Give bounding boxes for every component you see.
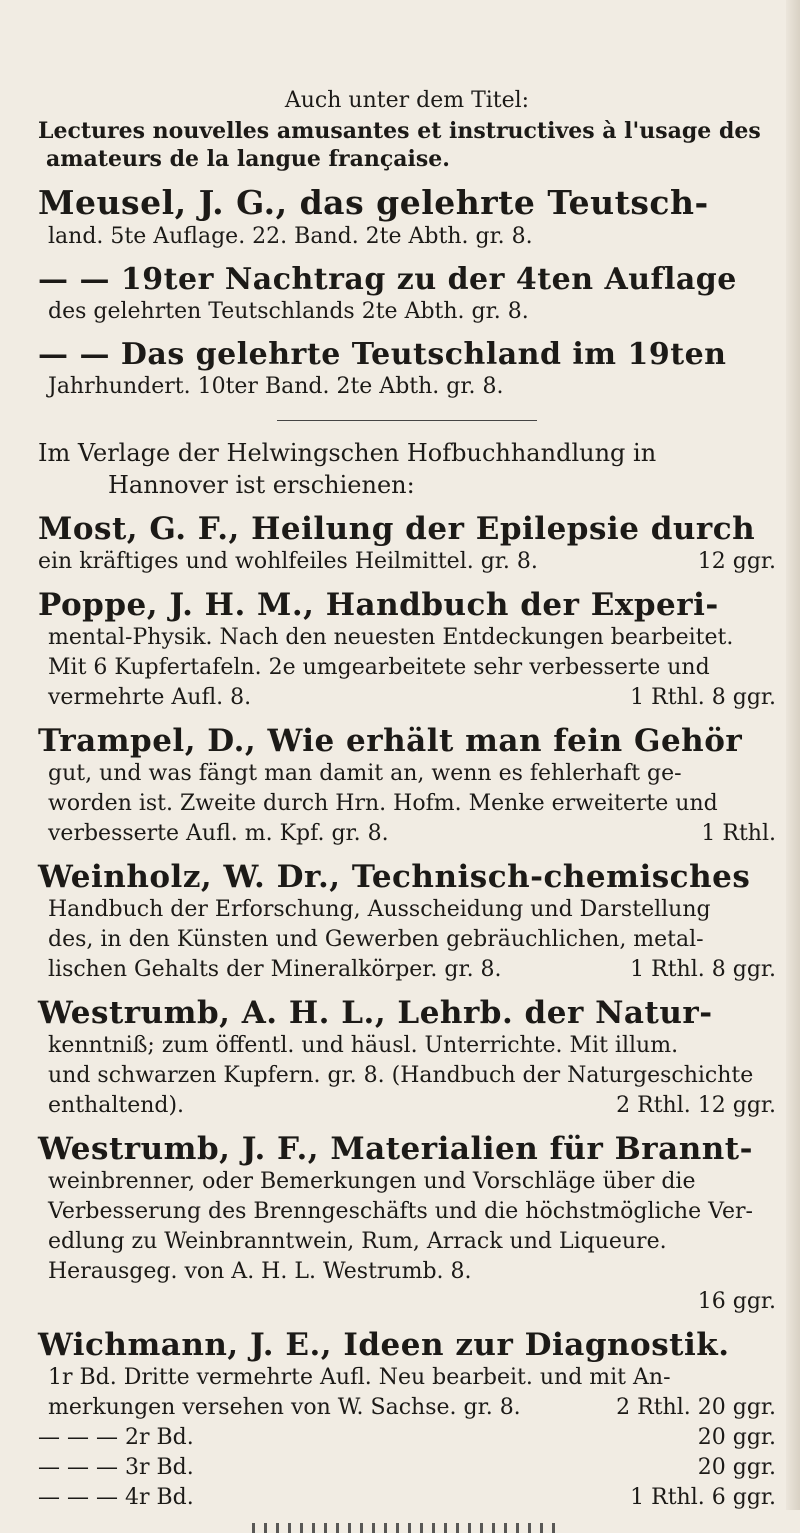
volume-label: — — — 2r Bd. <box>38 1425 194 1450</box>
book-head: Westrumb, A. H. L., Lehrb. der Natur- <box>38 995 713 1031</box>
book-text: edlung zu Weinbranntwein, Rum, Arrack und Liqueure. <box>48 1229 667 1254</box>
book-text: des, in den Künsten und Gewerben gebräuchlichen, metal- <box>48 927 704 952</box>
volume-line <box>38 1423 776 1453</box>
book-line <box>38 683 776 713</box>
book-text: und schwarzen Kupfern. gr. 8. (Handbuch der Naturgeschichte <box>48 1063 754 1088</box>
volume-price: 1 Rthl. 6 ggr. <box>630 1485 776 1510</box>
book-entry-wichmann <box>38 1327 776 1513</box>
book-entry-westrumb-lehrbuch <box>38 995 776 1121</box>
book-text: merkungen versehen von W. Sachse. gr. 8. <box>48 1395 521 1420</box>
book-text: 1r Bd. Dritte vermehrte Aufl. Neu bearbeit. und mit An- <box>48 1365 671 1390</box>
announcement-line-2: Hannover ist erschienen: <box>108 471 415 499</box>
book-text: Mit 6 Kupfertafeln. 2e umgearbeitete sehr verbesserte und <box>48 655 710 680</box>
book-text: worden ist. Zweite durch Hrn. Hofm. Menke erweiterte und <box>48 791 718 816</box>
book-line <box>38 955 776 985</box>
volume-line <box>38 1483 776 1513</box>
entry-head: — — 19ter Nachtrag zu der 4ten Auflage <box>38 262 737 297</box>
book-price: 2 Rthl. 12 ggr. <box>616 1093 776 1118</box>
book-text <box>38 1287 48 1317</box>
also-title: Auch unter dem Titel: <box>284 88 530 113</box>
volume-label: — — — 3r Bd. <box>38 1455 194 1480</box>
book-text: weinbrenner, oder Bemerkungen und Vorschläge über die <box>48 1169 696 1194</box>
book-entry-weinholz <box>38 859 776 985</box>
announcement-line-1: Im Verlage der Helwingschen Hofbuchhandlung in <box>38 439 657 467</box>
volume-label: — — — 4r Bd. <box>38 1485 194 1510</box>
book-head: Trampel, D., Wie erhält man fein Gehör <box>38 723 743 759</box>
book-text: verbesserte Aufl. m. Kpf. gr. 8. <box>48 821 389 846</box>
book-line <box>38 1091 776 1121</box>
book-entry-poppe <box>38 587 776 713</box>
section-divider <box>277 420 537 421</box>
book-price: 1 Rthl. <box>701 821 776 846</box>
publisher-announcement <box>38 437 776 501</box>
book-text: Verbesserung des Brenngeschäfts und die höchstmögliche Ver- <box>48 1199 753 1224</box>
book-price: 12 ggr. <box>697 549 776 574</box>
latin-title-line-1: Lectures nouvelles amusantes et instructives à l'usage des <box>38 118 761 144</box>
book-price: 1 Rthl. 8 ggr. <box>630 685 776 710</box>
meusel-19th-entry <box>38 337 776 402</box>
book-head: Weinholz, W. Dr., Technisch-chemisches <box>38 859 751 895</box>
book-text: gut, und was fängt man damit an, wenn es fehlerhaft ge- <box>48 761 682 786</box>
book-text: vermehrte Aufl. 8. <box>48 685 252 710</box>
book-head: Poppe, J. H. M., Handbuch der Experi- <box>38 587 719 623</box>
book-line <box>38 547 776 577</box>
volume-price: 20 ggr. <box>697 1455 776 1480</box>
entry-head: Meusel, J. G., das gelehrte Teutsch- <box>38 183 709 222</box>
entry-head: — — Das gelehrte Teutschland im 19ten <box>38 337 727 372</box>
meusel-nachtrag-entry <box>38 262 776 327</box>
book-head: Wichmann, J. E., Ideen zur Diagnostik. <box>38 1327 730 1363</box>
latin-title-line-2: amateurs de la langue française. <box>46 146 450 172</box>
book-price: 16 ggr. <box>697 1289 776 1314</box>
book-entry-most <box>38 511 776 577</box>
book-text: Herausgeg. von A. H. L. Westrumb. 8. <box>48 1259 472 1284</box>
book-entry-westrumb-materialien <box>38 1131 776 1317</box>
book-entry-trampel <box>38 723 776 849</box>
entry-text: land. 5te Auflage. 22. Band. 2te Abth. gr. 8. <box>48 224 533 249</box>
decorative-border <box>252 1523 562 1533</box>
book-head: Westrumb, J. F., Materialien für Brannt- <box>38 1131 753 1167</box>
volume-price: 20 ggr. <box>697 1425 776 1450</box>
meusel-entry <box>38 183 776 252</box>
volume-line <box>38 1453 776 1483</box>
text-column <box>38 88 776 1533</box>
entry-text: des gelehrten Teutschlands 2te Abth. gr. 8. <box>48 299 529 324</box>
book-text: kenntniß; zum öffentl. und häusl. Unterrichte. Mit illum. <box>48 1033 679 1058</box>
book-line <box>38 1393 776 1423</box>
page-edge <box>786 0 800 1510</box>
book-text: Handbuch der Erforschung, Ausscheidung und Darstellung <box>48 897 711 922</box>
book-text: mental-Physik. Nach den neuesten Entdeckungen bearbeitet. <box>48 625 734 650</box>
book-text: lischen Gehalts der Mineralkörper. gr. 8. <box>48 957 502 982</box>
book-price: 2 Rthl. 20 ggr. <box>616 1395 776 1420</box>
book-text: ein kräftiges und wohlfeiles Heilmittel. gr. 8. <box>38 549 538 574</box>
book-text: enthaltend). <box>48 1093 185 1118</box>
book-head: Most, G. F., Heilung der Epilepsie durch <box>38 511 756 547</box>
book-price: 1 Rthl. 8 ggr. <box>630 957 776 982</box>
book-line <box>38 1287 776 1317</box>
book-line <box>38 819 776 849</box>
entry-text: Jahrhundert. 10ter Band. 2te Abth. gr. 8. <box>48 374 504 399</box>
